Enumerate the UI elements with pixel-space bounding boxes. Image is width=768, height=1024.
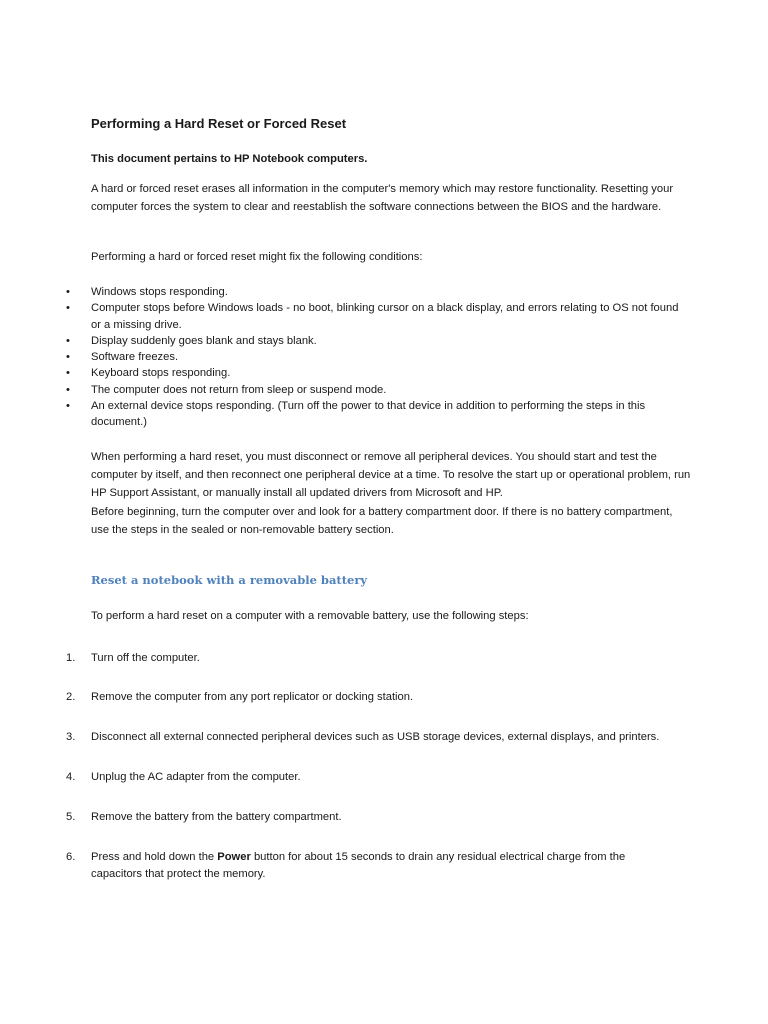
list-item: • Windows stops responding. [0, 284, 681, 300]
bullet-icon: • [66, 334, 70, 347]
step-text: Press and hold down the Power button for about 15 seconds to drain any residual electrical charge from the capacitors that protect the memory. [91, 851, 626, 880]
bullet-icon: • [66, 367, 70, 380]
list-item: • Computer stops before Windows loads - no boot, blinking cursor on a black display, and errors relating to OS not found or a missing drive. [66, 302, 679, 331]
list-item: • Keyboard stops responding. [0, 365, 681, 381]
step-number: 6. [66, 851, 76, 863]
section-heading: Reset a notebook with a removable battery [91, 573, 368, 587]
applicability-statement: This document pertains to HP Notebook computers. [91, 153, 368, 165]
step-text: Remove the computer from any port replicator or docking station. [91, 691, 414, 703]
step-number: 5. [66, 811, 76, 823]
step-number: 4. [66, 771, 76, 783]
document-title: Performing a Hard Reset or Forced Reset [91, 116, 347, 131]
step-text: Remove the battery from the battery compartment. [91, 811, 342, 823]
before-beginning-note: Before beginning, turn the computer over and look for a battery compartment door. If there is no battery compartment, use the steps in the sealed or non-removable battery section. [91, 506, 673, 536]
step-text: Unplug the AC adapter from the computer. [91, 771, 301, 783]
list-item: • Software freezes. [0, 349, 681, 365]
step-number: 3. [66, 731, 76, 743]
step-number: 2. [66, 691, 76, 703]
bullet-icon: • [66, 302, 70, 315]
list-item: • An external device stops responding. (Turn off the power to that device in addition to performing the steps in this document.) [66, 400, 646, 429]
step-text: Disconnect all external connected peripheral devices such as USB storage devices, external displays, and printers. [91, 731, 660, 743]
list-item: • Display suddenly goes blank and stays blank. [0, 333, 681, 349]
bullet-icon: • [66, 351, 70, 364]
power-label: Power [217, 851, 251, 863]
list-item: • The computer does not return from sleep or suspend mode. [0, 382, 681, 398]
peripheral-note: When performing a hard reset, you must disconnect or remove all peripheral devices. You should start and test the computer by itself, and then reconnect one peripheral device at a time. To resolve the start up or operational problem, run HP Support Assistant, or manually install all updated drivers from Microsoft and HP. [91, 451, 691, 499]
conditions-lead: Performing a hard or forced reset might fix the following conditions: [91, 251, 423, 263]
intro-paragraph: A hard or forced reset erases all information in the computer's memory which may restore functionality. Resetting your computer forces the system to clear and reestablish the software connections between the BIOS and the hardware. [91, 183, 674, 213]
conditions-list [0, 284, 768, 431]
steps-lead: To perform a hard reset on a computer with a removable battery, use the following steps: [91, 610, 529, 622]
step-number: 1. [66, 652, 76, 664]
step-text: Turn off the computer. [91, 652, 200, 664]
bullet-icon: • [66, 286, 70, 298]
bullet-icon: • [66, 383, 70, 396]
bullet-icon: • [66, 400, 70, 413]
